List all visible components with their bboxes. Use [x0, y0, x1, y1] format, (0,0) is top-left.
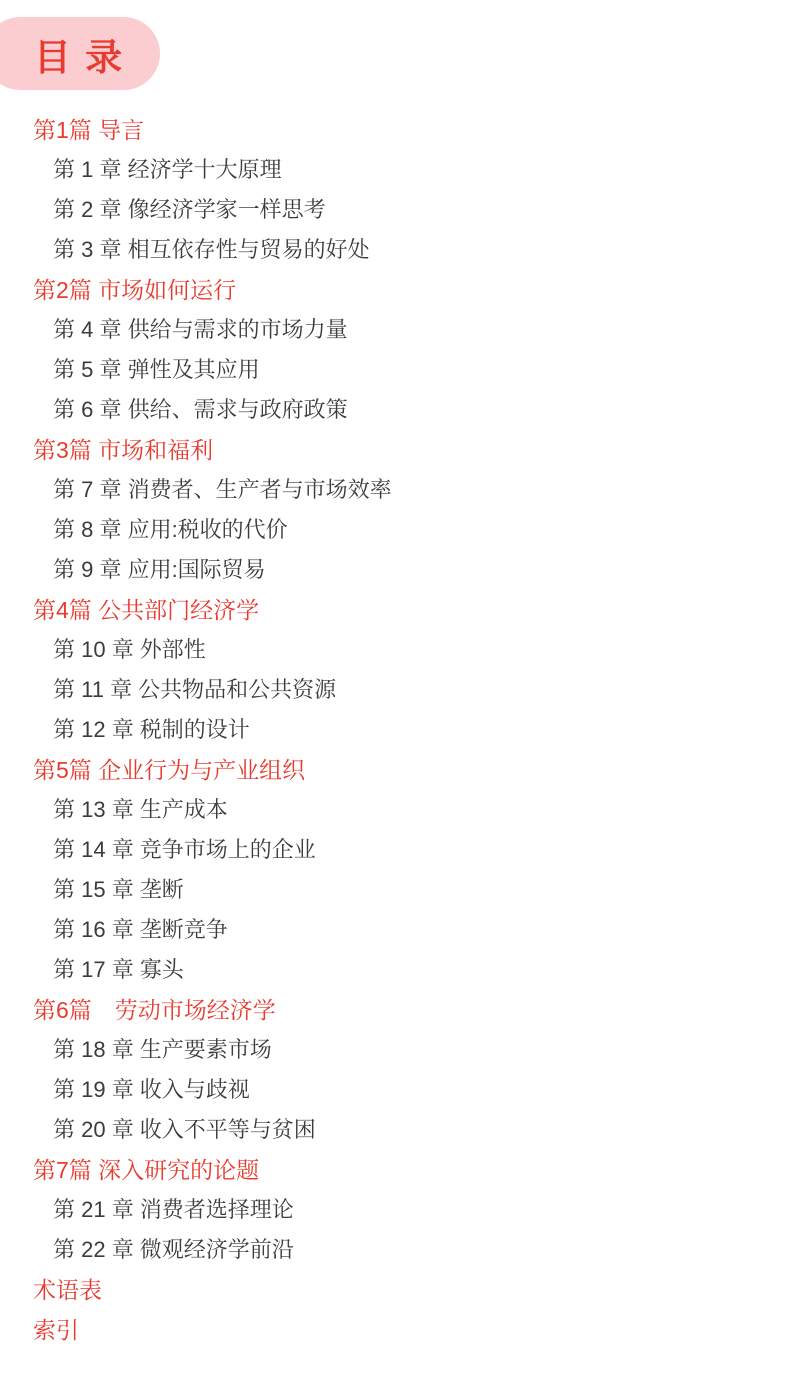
toc-header-badge [0, 17, 160, 90]
toc-chapter-item: 第 10 章 外部性 [53, 637, 206, 662]
toc-chapter-item: 第 4 章 供给与需求的市场力量 [53, 317, 348, 342]
page-title: 目 录 [33, 36, 125, 78]
toc-chapter-item: 第 6 章 供给、需求与政府政策 [53, 397, 348, 422]
toc-chapter-item: 第 19 章 收入与歧视 [53, 1077, 250, 1102]
toc-index-item: 索引 [33, 1317, 79, 1343]
toc-part-title: 第3篇 市场和福利 [33, 437, 214, 463]
toc-part-title: 第4篇 公共部门经济学 [33, 597, 260, 623]
toc-chapter-item: 第 11 章 公共物品和公共资源 [53, 677, 337, 702]
toc-chapter-item: 第 2 章 像经济学家一样思考 [53, 197, 326, 222]
toc-chapter-item: 第 22 章 微观经济学前沿 [53, 1237, 294, 1262]
toc-part-title: 第1篇 导言 [33, 117, 145, 143]
toc-chapter-item: 第 18 章 生产要素市场 [53, 1037, 272, 1062]
toc-chapter-item: 第 5 章 弹性及其应用 [53, 357, 260, 382]
toc-part-title: 第5篇 企业行为与产业组织 [33, 757, 306, 783]
toc-chapter-item: 第 9 章 应用:国际贸易 [53, 557, 266, 582]
toc-chapter-item: 第 21 章 消费者选择理论 [53, 1197, 294, 1222]
toc-chapter-item: 第 15 章 垄断 [53, 877, 184, 902]
toc-chapter-item: 第 1 章 经济学十大原理 [53, 157, 282, 182]
toc-chapter-item: 第 13 章 生产成本 [53, 797, 228, 822]
toc-chapter-item: 第 17 章 寡头 [53, 957, 184, 982]
toc-chapter-item: 第 20 章 收入不平等与贫困 [53, 1117, 316, 1142]
toc-part-title: 第7篇 深入研究的论题 [33, 1157, 260, 1183]
toc-part-title: 第6篇 劳动市场经济学 [33, 997, 276, 1023]
toc-chapter-item: 第 16 章 垄断竞争 [53, 917, 228, 942]
toc-chapter-item: 第 14 章 竞争市场上的企业 [53, 837, 316, 862]
toc-chapter-item: 第 3 章 相互依存性与贸易的好处 [53, 237, 370, 262]
toc-chapter-item: 第 12 章 税制的设计 [53, 717, 250, 742]
toc-chapter-item: 第 8 章 应用:税收的代价 [53, 517, 288, 542]
toc-list [0, 110, 790, 1350]
toc-chapter-item: 第 7 章 消费者、生产者与市场效率 [53, 477, 392, 502]
toc-glossary-item: 术语表 [33, 1277, 102, 1303]
toc-part-title: 第2篇 市场如何运行 [33, 277, 237, 303]
